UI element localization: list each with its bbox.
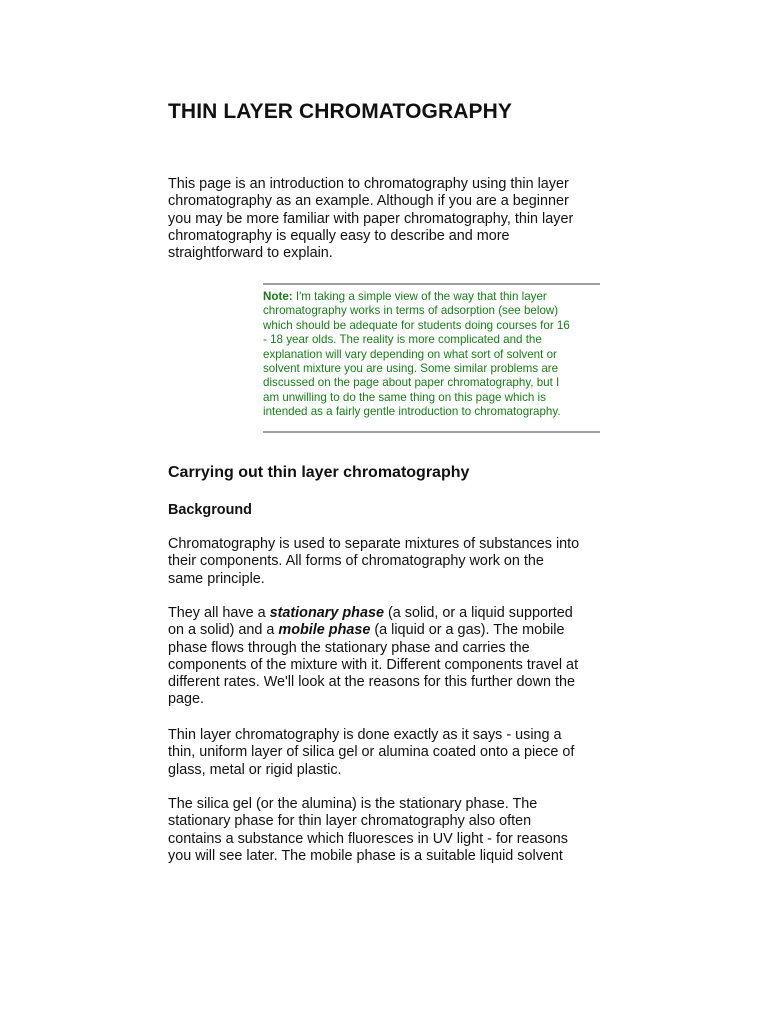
paragraph-phases: [168, 605, 608, 709]
sub-heading-background: Background: [168, 502, 252, 518]
note-body: I'm taking a simple view of the way that thin layer chromatography works in terms of adsorption (see below) which should be adequate for students doing courses for 16 - 18 year olds. The reality is more complicated and the explanation will vary depending on what sort of solvent or solvent mixture you are using. Some similar problems are discussed on the page about paper chromatography, but I am unwilling to do the same thing on this page which is intended as a fairly gentle introduction to chromatography.: [263, 290, 570, 419]
note-text: [263, 290, 600, 420]
term-stationary-phase: stationary phase: [269, 605, 384, 621]
page-title: THIN LAYER CHROMATOGRAPHY: [168, 100, 512, 123]
section-heading: Carrying out thin layer chromatography: [168, 464, 470, 481]
note-label: Note:: [263, 290, 293, 303]
phases-text-1: They all have a: [168, 605, 270, 621]
paragraph-chromatography-intro: Chromatography is used to separate mixtures of substances into their components. All forms of chromatography work on the same principle.: [168, 536, 580, 587]
term-mobile-phase: mobile phase: [278, 622, 371, 639]
intro-paragraph: This page is an introduction to chromatography using thin layer chromatography as an example. Although if you are a beginner you may be more familiar with paper chromatography, thin layer chromatography is equally easy to describe and more straightforward to explain.: [168, 176, 574, 262]
paragraph-stationary-phase: The silica gel (or the alumina) is the stationary phase. The stationary phase for thin layer chromatography also often contains a substance which fluoresces in UV light - for reasons you will see later. The mobile phase is a suitable liquid solvent: [168, 796, 568, 864]
phases-text-2: (a solid, or a liquid supported on a solid) and a: [168, 605, 573, 639]
phases-text-3: (a liquid or a gas). The mobile phase flows through the stationary phase and carries the components of the mixture with it. Different components travel at different rates. We'll look at the reasons for this further down the page.: [168, 622, 579, 708]
paragraph-tlc-description: Thin layer chromatography is done exactly as it says - using a thin, uniform layer of silica gel or alumina coated onto a piece of glass, metal or rigid plastic.: [168, 727, 575, 778]
note-box: [263, 283, 600, 433]
